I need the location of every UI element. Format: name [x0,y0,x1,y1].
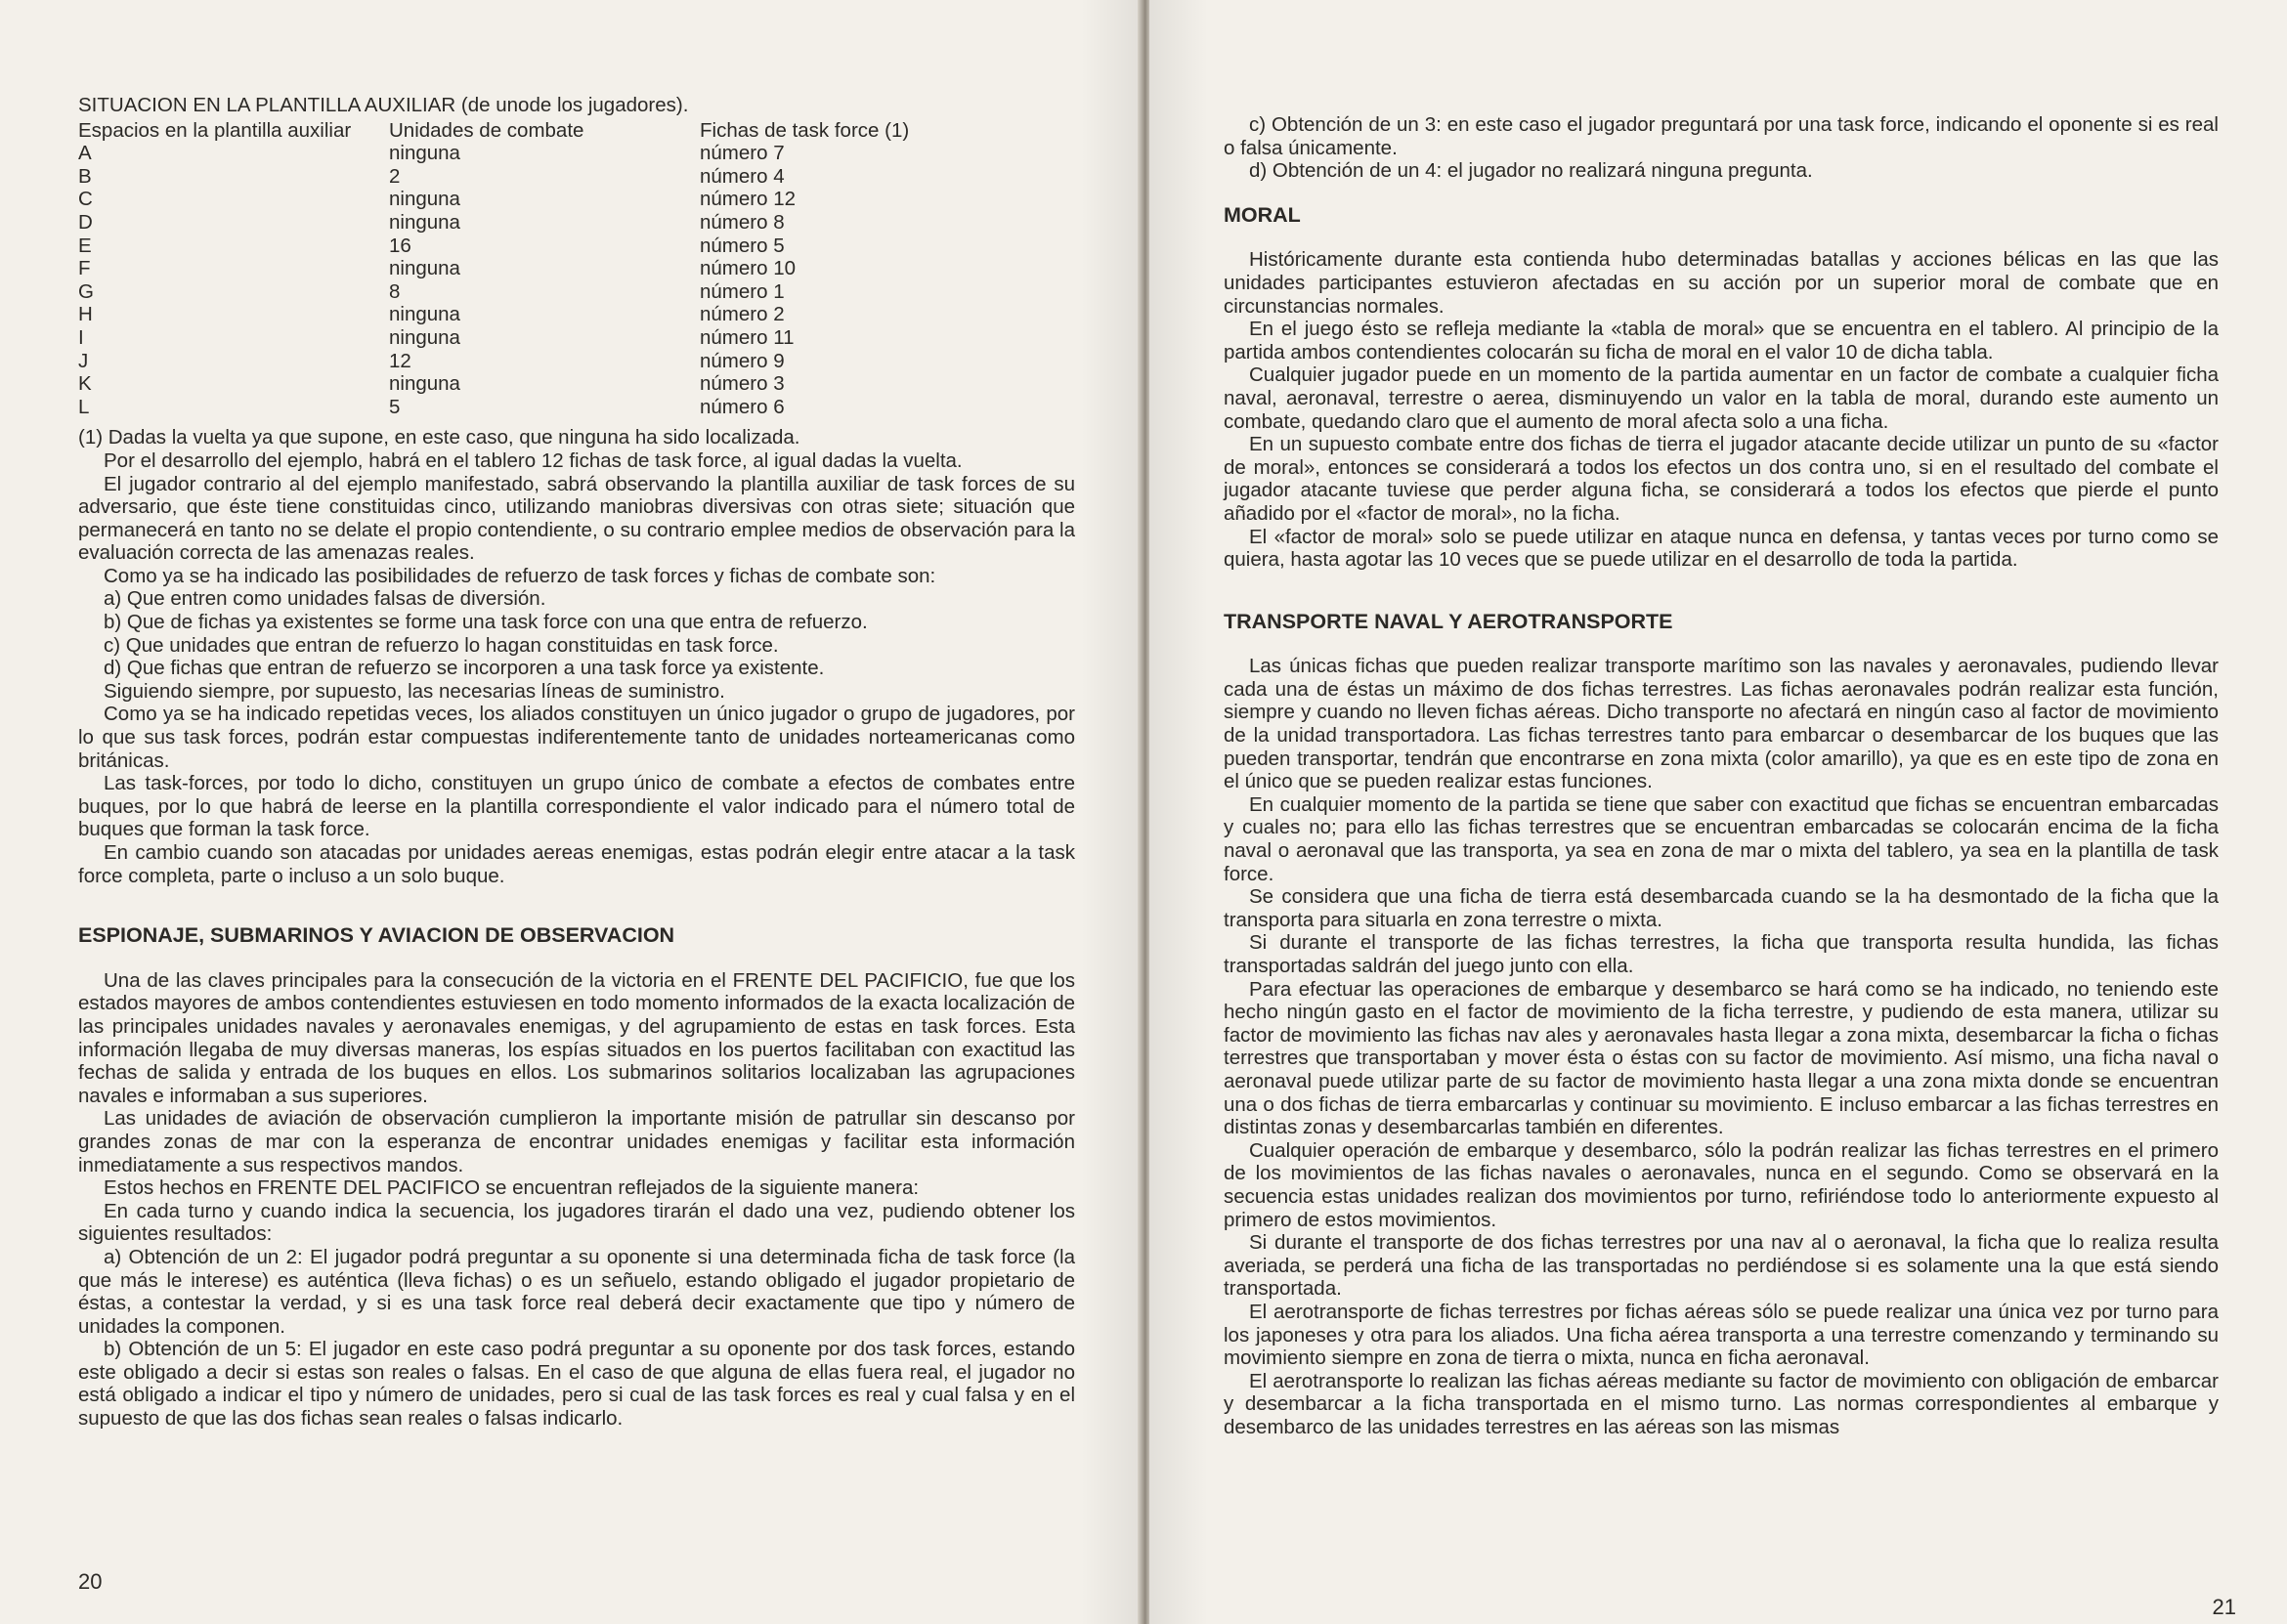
paragraph: Por el desarrollo del ejemplo, habrá en el tablero 12 fichas de task force, al igual dadas la vuelta. [104,449,963,472]
aux-cell-units: ninguna [389,257,460,280]
aux-cell-units: ninguna [389,210,460,234]
paragraph: Si durante el transporte de las fichas terrestres, la ficha que transporta resulta hundida, las fichas transportadas saldrán del juego junto con ella. [1224,931,2219,977]
aux-cell-space: K [78,372,92,396]
list-item: a) Que entren como unidades falsas de diversión. [104,587,546,611]
paragraph: Para efectuar las operaciones de embarque y desembarco se hará como se ha indicado, no teniendo este hecho ningún gasto en el factor de movimiento de la ficha terrestre, y pudiendo de esta manera, utilizar su factor de movimiento las fichas nav ales y aeronavales hasta llegar a zona mixta, desembarcar la ficha o fichas terrestres que transportaban y mover ésta o éstas con su factor de movimiento. Así mismo, una ficha naval o aeronaval puede utilizar parte de su factor de movimiento hasta llegar a una zona mixta donde se encuentran una o dos fichas de tierra embarcarlas y continuar su movimiento. E incluso embarcar a las fichas terrestres en distintas zonas y desembarcarlas también en diferentes. [1224,977,2219,1139]
aux-cell-units: 12 [389,349,411,372]
aux-table [78,119,909,419]
right-page [1149,0,2287,1624]
aux-cell-taskforce: número 7 [700,142,785,165]
aux-cell-units: ninguna [389,325,460,349]
paragraph: Cualquier operación de embarque y desembarco, sólo la podrán realizar las fichas terrestres en el primero de los movimientos de las fichas navales o aeronavales, nunca en el segundo. Como se observará en la secuencia estas unidades realizan dos movimientos por turno, refiriéndose todo lo anteriormente expuesto al primero de estos movimientos. [1224,1138,2219,1231]
paragraph: Como ya se ha indicado las posibilidades de refuerzo de task forces y fichas de combate son: [104,564,936,587]
aux-table-row [78,165,909,189]
aux-cell-taskforce: número 4 [700,164,785,188]
aux-cell-units: ninguna [389,188,460,211]
aux-cell-units: 16 [389,234,411,257]
paragraph: Como ya se ha indicado repetidas veces, los aliados constituyen un único jugador o grupo de jugadores, por lo que sus task forces, podrán estar compuestas indiferentemente tanto de unidades norteamericanas como británicas. [78,703,1075,772]
list-item: c) Que unidades que entran de refuerzo lo hagan constituidas en task force. [104,633,779,657]
paragraph: En cambio cuando son atacadas por unidades aereas enemigas, estas podrán elegir entre atacar a la task force completa, parte o incluso a un solo buque. [78,841,1075,887]
paragraph: Siguiendo siempre, por supuesto, las necesarias líneas de suministro. [104,679,725,703]
paragraph: Las únicas fichas que pueden realizar transporte marítimo son las navales y aeronavales, pudiendo llevar cada una de éstas un máximo de dos fichas terrestres. Las fichas aeronavales podrán realizar esta función, siempre y cuando no lleven fichas aéreas. Dicho transporte no afectará en ningún caso al factor de movimiento de la unidad transportadora. Las fichas terrestres tanto para embarcar o desembarcar de los buques que las pueden transportar, tendrán que encontrarse en zona mixta (color amarillo), ya que es en este tipo de zona en el único que se pueden realizar estas funciones. [1224,655,2219,793]
aux-table-row [78,257,909,280]
aux-table-row [78,280,909,304]
aux-cell-space: C [78,188,93,211]
paragraph: Estos hechos en FRENTE DEL PACIFICO se encuentran reflejados de la siguiente manera: [104,1176,920,1200]
paragraph: En el juego ésto se refleja mediante la «tabla de moral» que se encuentra en el tablero. Al principio de la partida ambos contendientes colocarán su ficha de moral en el valor 10 de dicha tabla. [1224,318,2219,363]
paragraph: En un supuesto combate entre dos fichas de tierra el jugador atacante decide utilizar un punto de su «factor de moral», entonces se considerará a todos los efectos un dos contra uno, si en el resultado del combate el jugador atacante tuviese que perder alguna ficha, se considerará a todos los efectos que pierde el punto añadido por el «factor de moral», no la ficha. [1224,433,2219,525]
paragraph: a) Obtención de un 2: El jugador podrá preguntar a su oponente si una determinada ficha de task force (la que más le interese) es auténtica (lleva fichas) o es un señuelo, estando obligado el jugador propietario de éstas, a contestar la verdad, y si es una task force real deberá decir exactamente que tipo y número de unidades la componen. [78,1245,1075,1338]
aux-table-row [78,211,909,235]
aux-cell-taskforce: número 6 [700,395,785,418]
aux-cell-taskforce: número 8 [700,210,785,234]
page-shadow [1149,0,1208,1624]
aux-table-row [78,188,909,211]
aux-cell-units: ninguna [389,303,460,326]
section-heading-espionaje: ESPIONAJE, SUBMARINOS Y AVIACION DE OBSERVACION [78,923,675,948]
left-page [0,0,1140,1624]
paragraph: Las unidades de aviación de observación cumplieron la importante misión de patrullar sin descanso por grandes zonas de mar con la esperanza de encontrar unidades enemigas y facilitar esta información inmediatamente a sus respectivos mandos. [78,1107,1075,1176]
paragraph: Una de las claves principales para la consecución de la victoria en el FRENTE DEL PACIFICIO, fue que los estados mayores de ambos contendientes estuviesen en todo momento informados de la exacta localización de las principales unidades navales y aeronavales enemigas, y del agrupamiento de estas en task forces. Esta información llegaba de muy diversas maneras, los espías situados en los puertos facilitaban con exactitud las fechas de salida y entrada de los buques en ellos. Los submarinos solitarios localizaban las agrupaciones navales e informaban a sus superiores. [78,968,1075,1107]
aux-cell-taskforce: número 1 [700,279,785,303]
paragraph: Las task-forces, por todo lo dicho, constituyen un grupo único de combate a efectos de combates entre buques, por lo que habrá de leerse en la plantilla correspondiente el valor indicado para el número total de buques que forman la task force. [78,772,1075,841]
aux-cell-space: A [78,142,92,165]
aux-cell-space: B [78,164,92,188]
paragraph: En cada turno y cuando indica la secuencia, los jugadores tirarán el dado una vez, pudiendo obtener los siguientes resultados: [78,1199,1075,1246]
aux-cell-units: 8 [389,279,401,303]
aux-header-taskforce: Fichas de task force (1) [700,118,910,142]
aux-header-spaces: Espacios en la plantilla auxiliar [78,118,352,142]
aux-cell-space: H [78,303,93,326]
paragraph: c) Obtención de un 3: en este caso el jugador preguntará por una task force, indicando el oponente si es real o falsa únicamente. [1224,113,2219,159]
paragraph: b) Obtención de un 5: El jugador en este caso podrá preguntar a su oponente por dos task forces, estando este obligado a decir si estas son reales o falsas. En el caso de que alguna de ellas fuera real, el jugador no está obligado a indicar el tipo y número de unidades, pero si cual de las task forces es real y cual falsa y en el supuesto de que las dos fichas sean reales o falsas indicarlo. [78,1338,1075,1431]
aux-cell-units: 5 [389,395,401,418]
aux-cell-space: D [78,210,93,234]
paragraph: El aerotransporte de fichas terrestres por fichas aéreas sólo se puede realizar una única vez por turno para los japoneses y otra para los aliados. Una ficha aérea transporta a una terrestre comenzando y terminando su movimiento siempre en zona de tierra o mixta, nunca en ficha aeronaval. [1224,1300,2219,1370]
paragraph: Cualquier jugador puede en un momento de la partida aumentar en un factor de combate a cualquier ficha naval, aeronaval, terrestre o aerea, disminuyendo un valor en la tabla de moral, durando este aumento un combate, quedando claro que el aumento de moral afecta solo a una ficha. [1224,363,2219,433]
page-number-left: 20 [78,1569,103,1594]
aux-header-units: Unidades de combate [389,118,584,142]
aux-cell-space: I [78,325,84,349]
aux-cell-units: ninguna [389,142,460,165]
right-text-column [1224,113,2219,1438]
aux-cell-taskforce: número 9 [700,349,785,372]
paragraph: d) Obtención de un 4: el jugador no realizará ninguna pregunta. [1249,159,1813,183]
aux-table-row [78,235,909,258]
section-heading-transporte: TRANSPORTE NAVAL Y AEROTRANSPORTE [1224,609,1673,633]
list-item: b) Que de fichas ya existentes se forme una task force con una que entra de refuerzo. [104,611,868,634]
paragraph: Históricamente durante esta contienda hubo determinadas batallas y acciones bélicas en las que las unidades participantes estuvieron afectadas en su acción por un superior moral de combate que en circunstancias normales. [1224,248,2219,318]
aux-table-row [78,396,909,419]
aux-cell-taskforce: número 3 [700,372,785,396]
left-text-column [78,94,1075,1431]
list-item: d) Que fichas que entran de refuerzo se incorporen a una task force ya existente. [104,657,825,680]
aux-cell-taskforce: número 12 [700,188,797,211]
paragraph: El «factor de moral» solo se puede utilizar en ataque nunca en defensa, y tantas veces por turno como se quiera, hasta agotar las 10 veces que se puede utilizar en el desarrollo de toda la partida. [1224,525,2219,572]
aux-table-body [78,142,909,418]
aux-table-row [78,372,909,396]
paragraph: En cualquier momento de la partida se tiene que saber con exactitud que fichas se encuentran embarcadas y cuales no; para ello las fichas terrestres que se encuentran embarcadas se colocarán encima de la ficha naval o aeronaval que las transporta, ya sea en zona de mar o mixta del tablero, ya sea en la plantilla de task force. [1224,792,2219,885]
aux-table-row [78,326,909,350]
aux-cell-space: G [78,279,94,303]
page-number-right: 21 [2212,1595,2236,1619]
aux-cell-taskforce: número 5 [700,234,785,257]
aux-table-header [78,119,909,143]
aux-cell-units: ninguna [389,372,460,396]
paragraph: Se considera que una ficha de tierra está desembarcada cuando se la ha desmontado de la ficha que la transporta para situarla en zona terrestre o mixta. [1224,885,2219,931]
aux-table-row [78,142,909,165]
section-heading-moral: MORAL [1224,202,1301,227]
aux-cell-taskforce: número 10 [700,257,797,280]
footnote: (1) Dadas la vuelta ya que supone, en este caso, que ninguna ha sido localizada. [78,426,800,449]
aux-cell-taskforce: número 2 [700,303,785,326]
aux-cell-space: F [78,257,91,280]
aux-table-row [78,350,909,373]
paragraph: Si durante el transporte de dos fichas terrestres por una nav al o aeronaval, la ficha que lo realiza resulta averiada, se perderá una ficha de las transportadas no perdiéndose si es solamente una la que está siendo transportada. [1224,1231,2219,1301]
paragraph: El jugador contrario al del ejemplo manifestado, sabrá observando la plantilla auxiliar de task forces de su adversario, que éste tiene constituidas cinco, utilizando maniobras diversivas con otras siete; situación que permanecerá en tanto no se delate el propio contendiente, o su contrario emplee medios de observación para la evaluación correcta de las amenazas reales. [78,472,1075,565]
paragraph: El aerotransporte lo realizan las fichas aéreas mediante su factor de movimiento con obligación de embarcar y desembarcar a la ficha transportada en el mismo turno. Las normas correspondientes al embarque y desembarco de las unidades terrestres en las aéreas son las mismas [1224,1369,2219,1438]
aux-cell-space: E [78,234,92,257]
aux-table-row [78,303,909,326]
aux-cell-space: J [78,349,89,372]
aux-cell-units: 2 [389,164,401,188]
aux-cell-space: L [78,395,90,418]
aux-cell-taskforce: número 11 [700,325,795,349]
aux-table-title: SITUACION EN LA PLANTILLA AUXILIAR (de unode los jugadores). [78,94,689,116]
page-shadow [1081,0,1140,1624]
